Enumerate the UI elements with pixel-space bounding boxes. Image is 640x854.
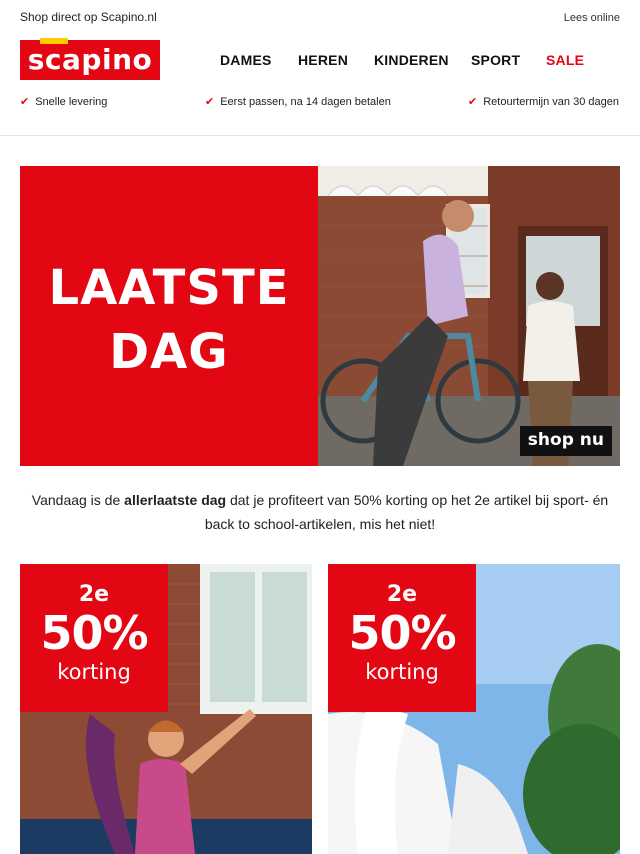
nav-item-kinderen[interactable]: KINDEREN xyxy=(374,52,449,68)
checkmark-icon: ✔ xyxy=(20,96,30,108)
intro-text-bold: allerlaatste dag xyxy=(124,492,227,508)
promo-tile-right[interactable] xyxy=(328,564,620,854)
usp-text: Eerst passen, na 14 dagen betalen xyxy=(220,95,391,108)
checkmark-icon: ✔ xyxy=(205,96,215,108)
discount-badge-line1: 2e xyxy=(386,582,418,607)
discount-badge-percentage: 50% xyxy=(348,606,456,660)
hero-photo-illustration xyxy=(318,166,620,466)
usp-return-period xyxy=(468,95,619,108)
nav-item-sale[interactable]: SALE xyxy=(546,52,585,68)
hero-title-line2: DAG xyxy=(109,324,229,380)
intro-text-before: Vandaag is de xyxy=(31,492,125,508)
usp-pay-later xyxy=(205,95,391,108)
discount-badge-percentage: 50% xyxy=(40,606,148,660)
hero-banner[interactable] xyxy=(20,166,620,466)
hero-photo xyxy=(318,166,620,466)
discount-badge-label: korting xyxy=(57,660,131,684)
logo-text: scapino xyxy=(27,43,153,76)
shop-now-button[interactable]: shop nu xyxy=(520,426,612,456)
header-divider xyxy=(0,135,640,136)
top-bar xyxy=(20,10,620,26)
usp-fast-delivery xyxy=(20,95,107,108)
discount-badge-label: korting xyxy=(365,660,439,684)
hero-title-line1: LAATSTE xyxy=(48,260,290,316)
discount-badge-line1: 2e xyxy=(78,582,110,607)
nav-item-sport[interactable]: SPORT xyxy=(471,52,521,68)
checkmark-icon: ✔ xyxy=(468,96,478,108)
usp-text: Retourtermijn van 30 dagen xyxy=(483,95,619,108)
promo-tile-left[interactable] xyxy=(20,564,312,854)
intro-text-after: dat je profiteert van 50% korting op het 2e artikel bij sport- én back to school-artikelen, mis het niet! xyxy=(204,492,609,532)
nav-item-heren[interactable]: HEREN xyxy=(298,52,349,68)
scapino-logo[interactable] xyxy=(20,40,160,80)
discount-badge xyxy=(20,564,168,712)
shop-direct-text: Shop direct op Scapino.nl xyxy=(20,10,157,24)
read-online-link[interactable]: Lees online xyxy=(563,12,620,24)
nav-item-dames[interactable]: DAMES xyxy=(220,52,272,68)
intro-text xyxy=(20,488,620,536)
hero-red-panel xyxy=(20,166,318,466)
usp-text: Snelle levering xyxy=(35,95,108,108)
discount-badge xyxy=(328,564,476,712)
hero-title xyxy=(20,256,318,384)
